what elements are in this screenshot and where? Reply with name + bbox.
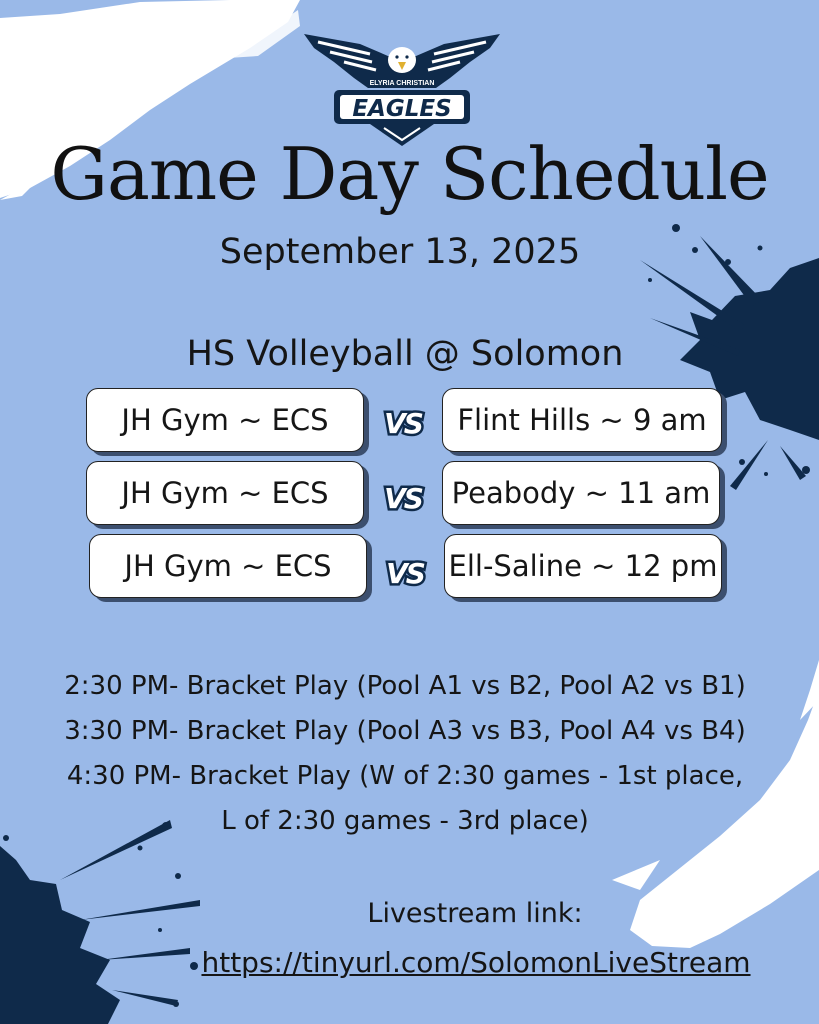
- away-team-label: Ell-Saline ~ 12 pm: [448, 549, 718, 583]
- page-title: Game Day Schedule: [50, 132, 769, 216]
- event-heading: HS Volleyball @ Solomon: [186, 334, 624, 374]
- home-team-label: JH Gym ~ ECS: [121, 403, 329, 437]
- logo-team-name: EAGLES: [352, 96, 452, 122]
- home-team-label: JH Gym ~ ECS: [121, 476, 329, 510]
- livestream-link[interactable]: https://tinyurl.com/SolomonLiveStream: [201, 946, 751, 979]
- away-team-label: Flint Hills ~ 9 am: [457, 403, 707, 437]
- vs-badge-icon: [380, 475, 426, 517]
- home-team-box: [89, 534, 367, 598]
- logo-small-text: ELYRIA CHRISTIAN: [369, 80, 435, 87]
- vs-badge-icon: [382, 550, 428, 592]
- away-team-box: [442, 461, 720, 525]
- home-team-box: [86, 388, 364, 452]
- event-date: September 13, 2025: [219, 232, 581, 272]
- bracket-notes: [0, 664, 810, 844]
- svg-text:VS: VS: [384, 482, 422, 515]
- matchup-row: [0, 534, 819, 600]
- svg-text:VS: VS: [384, 407, 422, 440]
- home-team-box: [86, 461, 364, 525]
- eagles-logo: [300, 28, 504, 148]
- away-team-box: [442, 388, 722, 452]
- vs-badge-icon: [380, 400, 426, 442]
- away-team-box: [444, 534, 722, 598]
- bracket-note-line: 3:30 PM- Bracket Play (Pool A3 vs B3, Pool A4 vs B4): [64, 716, 746, 746]
- svg-text:VS: VS: [386, 557, 424, 590]
- away-team-label: Peabody ~ 11 am: [451, 476, 711, 510]
- matchup-row: [0, 388, 819, 454]
- home-team-label: JH Gym ~ ECS: [124, 549, 332, 583]
- bracket-note-line: 4:30 PM- Bracket Play (W of 2:30 games - 1st place,: [66, 761, 744, 791]
- bracket-note-line: 2:30 PM- Bracket Play (Pool A1 vs B2, Pool A2 vs B1): [64, 671, 746, 701]
- livestream-label: Livestream link:: [367, 898, 583, 929]
- bracket-note-line: L of 2:30 games - 3rd place): [221, 806, 589, 836]
- matchup-row: [0, 461, 819, 527]
